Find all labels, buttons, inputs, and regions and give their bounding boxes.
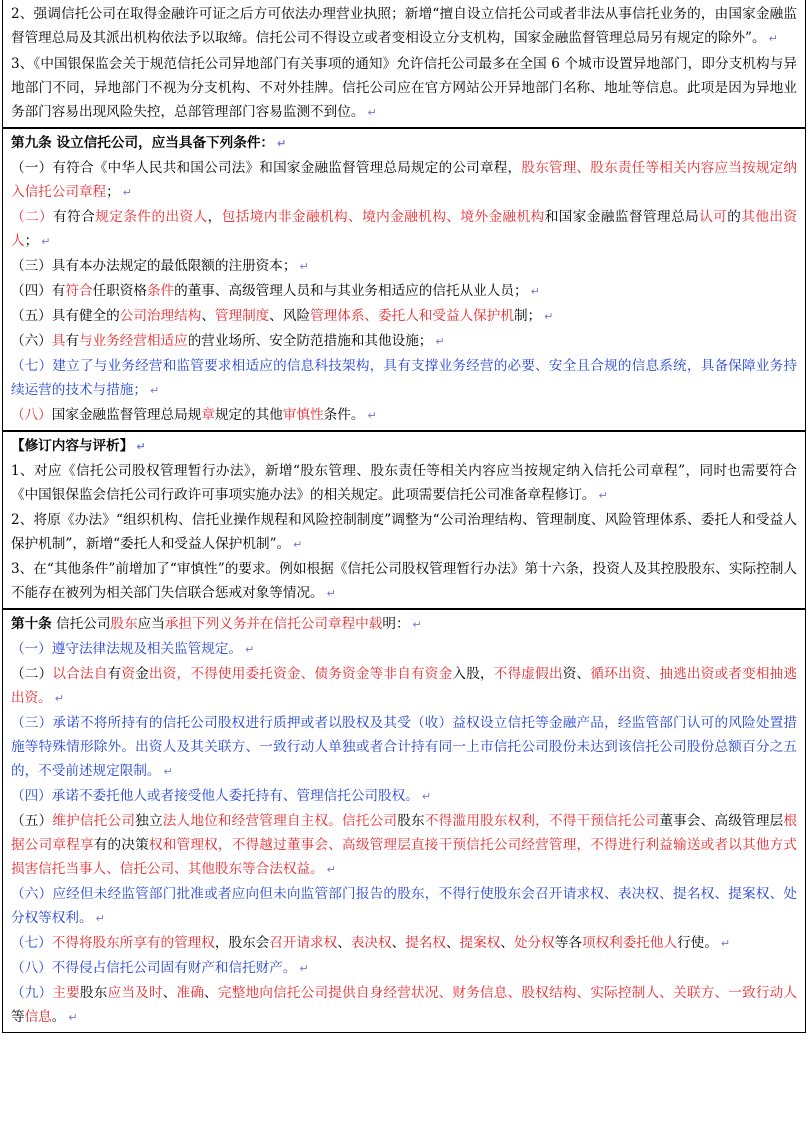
article-10-item-9 (11, 981, 797, 1030)
text-run: 认可 (699, 209, 728, 225)
return-mark-icon: ↵ (598, 489, 608, 502)
article-9-item-4 (11, 279, 797, 304)
text-run: 有的决策 (93, 837, 149, 853)
text-run: 提案权 (459, 935, 501, 951)
text-run: （五）具有健全的 (11, 308, 120, 324)
return-mark-icon: ↵ (122, 186, 132, 199)
text-run: 准确 (176, 985, 205, 1001)
text-run: 股东 (397, 813, 425, 829)
return-mark-icon: ↵ (54, 692, 64, 705)
text-run: （五） (11, 813, 53, 829)
text-run: 等各 (554, 935, 582, 951)
text-run: 信息 (24, 1009, 52, 1025)
text-run: 章 (201, 407, 215, 423)
text-run: 的营业场所、安全防范措施和其他设施； (187, 333, 433, 349)
article-9-item-7 (11, 354, 797, 403)
text-run: 、风险 (269, 308, 311, 324)
text-run: 其他出资人 (11, 209, 798, 249)
text-run: 权和管理权，不得越过董事会、高级管理层直接干预信托公司经营管理，不得进行利益输送或者以其他方式损害信托当事人、信托公司、其他股东等合法权益。 (11, 837, 798, 877)
text-run: 应当及时 (107, 985, 163, 1001)
article-10-heading-text (52, 616, 410, 632)
text-run: 和国家金融监督管理总局 (544, 209, 700, 225)
text-run: 信托公司 (51, 616, 111, 632)
text-run: （四）有 (11, 283, 66, 299)
section-top-box (2, 0, 806, 128)
text-run: 股东 (110, 616, 138, 632)
text-run: 根据公司章程享 (11, 813, 798, 853)
text-run: 规定条件的出资人 (95, 209, 208, 225)
text-run: （三）承诺不将所持有的信托公司股权进行质押或者以股权及其受（收）益权设立信托等金融产品，经监管部门认可的风险处置措施等特殊情形除外。出资人及其关联方、一致行动人单独或者合计持有同一上市信托公司股份未达到该信托公司股份总额百分之五的，不受前述规定限制。 (11, 715, 797, 779)
text-run: 项权利委托他人 (581, 935, 678, 951)
text-run: 等 (11, 1009, 25, 1025)
article-10-label: 第十条 (11, 616, 52, 632)
return-mark-icon: ↵ (68, 1011, 78, 1024)
text-run: 循环出资、抽逃出资或者变相抽逃出资。 (11, 666, 798, 706)
return-mark-icon: ↵ (768, 32, 778, 45)
text-run: 、 (500, 935, 514, 951)
text-run: 、 (162, 985, 177, 1001)
text-run: 审慎性 (282, 407, 324, 423)
text-run: 不得虚假出 (493, 666, 563, 682)
text-run: ， (207, 209, 222, 225)
review-box (2, 431, 806, 609)
text-run: 不得将股东所享有的管理权 (51, 935, 215, 951)
text-run: 明： (382, 616, 410, 632)
return-mark-icon: ↵ (421, 790, 432, 803)
text-run: （八）不得侵占信托公司固有财产和信托财产。 (11, 960, 297, 976)
return-mark-icon: ↵ (720, 937, 731, 950)
text-run: 不得滥用股东权利，不得干预信托公司 (424, 813, 660, 829)
text-run: （七） (11, 935, 52, 951)
text-run: 董事会、高级管理层 (659, 813, 784, 829)
text-run: 金 (135, 666, 149, 682)
return-mark-icon: ↵ (299, 962, 309, 975)
text-run: 召开请求权 (269, 935, 338, 951)
text-run: ； (24, 233, 39, 249)
text-run: 法人地位和经营管理自主权。信托公司 (162, 813, 398, 829)
text-run: （一）有符合《中华人民共和国公司法》和国家金融监督管理总局规定的公司章程， (11, 160, 522, 176)
text-run: 公司治理结构 (119, 308, 202, 324)
text-run: 有符合 (53, 209, 96, 225)
text-run: 任职资格 (92, 283, 147, 299)
text-run: （一）遵守法律法规及相关监管规定。 (11, 641, 243, 657)
text-run: 资、 (562, 666, 591, 682)
article-10-box (2, 609, 806, 1033)
review-para-1: 1、对应《信托公司股权管理暂行办法》，新增“股东管理、股东责任等相关内容应当按规定纳入信托公司章程”，同时也需要符合《中国银保监会信托公司行政许可事项实施办法》的相关规定。此项需要信托公司准备章程修订。 ↵ (11, 463, 797, 503)
text-run: 承担下列义务并在信托公司章程中载 (164, 616, 383, 632)
text-run: 主要 (52, 985, 80, 1001)
text-run: 以合法自 (52, 666, 108, 682)
text-run: （六） (11, 333, 52, 349)
article-9-item-6 (11, 329, 797, 354)
text-run: （九） (11, 985, 53, 1001)
text-run: 独立 (135, 813, 163, 829)
article-9-item-8 (11, 403, 797, 428)
article-10-item-6 (11, 882, 797, 931)
article-10-heading (11, 612, 797, 637)
text-run: （四）承诺不委托他人或者接受他人委托持有、管理信托公司股权。 (11, 788, 419, 804)
text-run: 、 (391, 935, 406, 951)
return-mark-icon: ↵ (530, 285, 540, 298)
return-mark-icon: ↵ (544, 310, 554, 323)
section-top-para-2: 2、强调信托公司在取得金融许可证之后方可依法办理营业执照；新增“擅自设立信托公司或者非法从事信托业务的，由国家金融监督管理总局及其派出机构依法予以取缔。信托公司不得设立或者变相设立分支机构，国家金融监督管理总局另有规定的除外”。 ↵ (11, 6, 797, 46)
article-9-item-1 (11, 156, 797, 205)
text-run: 条件 (146, 283, 175, 299)
article-10-item-7 (11, 931, 797, 956)
article-10-item-8 (11, 956, 797, 981)
article-9-item-3 (11, 254, 797, 279)
text-run: 股东 (79, 985, 108, 1001)
text-run: 的 (727, 209, 742, 225)
text-run: （六）应经但未经监管部门批准或者应向但未向监管部门报告的股东，不得行使股东会召开请求权、表决权、提名权、提案权、处分权等权利。 (11, 886, 797, 926)
article-9-box (2, 128, 806, 431)
text-run: （二） (11, 209, 54, 225)
text-run: 应当 (137, 616, 165, 632)
article-9-item-5 (11, 304, 797, 329)
article-9-item-2 (11, 205, 797, 254)
return-mark-icon: ↵ (367, 409, 377, 422)
text-run: （三）具有本办法规定的最低限额的注册资本； (11, 258, 297, 274)
text-run: 完整地向信托公司提供自身经营状况、财务信息、股权结构、实际控制人、关联方、一致行动人 (217, 985, 798, 1001)
return-mark-icon: ↵ (367, 106, 377, 119)
return-mark-icon: ↵ (435, 335, 445, 348)
text-run: 表决权 (350, 935, 392, 951)
article-10-item-1 (11, 637, 797, 662)
return-mark-icon: ↵ (326, 863, 336, 876)
text-run: 的董事、高级管理人员和与其业务相适应的信托从业人员； (174, 283, 528, 299)
article-9-heading: 第九条 设立信托公司，应当具备下列条件： ↵ (11, 135, 287, 151)
text-run: 规定的其他 (214, 407, 283, 423)
text-run: 条件。 (323, 407, 365, 423)
text-run: 提名权 (405, 935, 446, 951)
text-run: （二） (11, 666, 53, 682)
article-10-item-3 (11, 711, 797, 784)
text-run: 包括境内非金融机构、境内金融机构、境外金融机构 (221, 209, 545, 225)
review-heading: 【修订内容与评析】 ↵ (11, 438, 146, 454)
text-run: 管理制度 (214, 308, 270, 324)
text-run: 具 (51, 333, 66, 349)
text-run: 制； (513, 308, 542, 324)
review-para-2: 2、将原《办法》“组织机构、信托业操作规程和风险控制制度”调整为“公司治理结构、管理制度、风险管理体系、委托人和受益人保护机制”，新增“委托人和受益人保护机制”。 ↵ (11, 512, 797, 552)
text-run: 、 (204, 985, 218, 1001)
section-top-para-3: 3、《中国银保监会关于规范信托公司异地部门有关事项的通知》允许信托公司最多在全国 6 个城市设置异地部门，即分支机构与异地部门不同，异地部门不视为分支机构、不对外挂牌。信托公司应在官方网站公开异地部门名称、地址等信息。此项是因为异地业务部门容易出现风险失控，总部管理部门容易监测不到位。 ↵ (11, 56, 797, 120)
article-10-item-4 (11, 784, 797, 809)
text-run: 符合 (65, 283, 93, 299)
text-run: ，股东会 (214, 935, 270, 951)
return-mark-icon: ↵ (136, 440, 146, 453)
text-run: 。 (51, 1009, 66, 1025)
review-para-3: 3、在“其他条件”前增加了“审慎性”的要求。例如根据《信托公司股权管理暂行办法》第十六条，投资人及其控股股东、实际控制人不能存在被列为相关部门失信联合惩戒对象等情况。 ↵ (11, 561, 797, 601)
text-run: 入股， (452, 666, 494, 682)
return-mark-icon: ↵ (326, 587, 336, 600)
text-run: 出资，不得使用委托资金、债务资金等非自有资金 (148, 666, 453, 682)
return-mark-icon: ↵ (163, 765, 173, 778)
text-run: 有 (107, 666, 122, 682)
text-run: 资 (121, 666, 136, 682)
return-mark-icon: ↵ (245, 643, 255, 656)
text-run: 、 (337, 935, 351, 951)
return-mark-icon: ↵ (277, 137, 287, 150)
text-run: 有 (65, 333, 79, 349)
text-run: ； (106, 184, 120, 200)
return-mark-icon: ↵ (299, 260, 309, 273)
text-run: 处分权 (513, 935, 555, 951)
text-run: 股东管理、股东责任等相关内容应当按规定纳入信托公司章程 (11, 160, 798, 200)
article-10-item-5 (11, 809, 797, 882)
text-run: 、 (446, 935, 460, 951)
return-mark-icon: ↵ (41, 235, 51, 248)
return-mark-icon: ↵ (412, 618, 422, 631)
text-run: 、 (201, 308, 215, 324)
document-page (2, 0, 806, 1120)
text-run: 管理体系、委托人和受益人保护机 (310, 308, 514, 324)
return-mark-icon: ↵ (95, 912, 105, 925)
text-run: 与业务经营相适应 (78, 333, 188, 349)
return-mark-icon: ↵ (293, 538, 303, 551)
text-run: （七）建立了与业务经营和监管要求相适应的信息科技架构，具有支撑业务经营的必要、安全且合规的信息系统，具备保障业务持续运营的技术与措施； (11, 358, 797, 398)
return-mark-icon: ↵ (149, 384, 160, 397)
text-run: （八） (11, 407, 52, 423)
text-run: 国家金融监督管理总局规 (51, 407, 202, 423)
text-run: 行使。 (677, 935, 718, 951)
article-10-item-2 (11, 662, 797, 711)
text-run: 维护信托公司 (52, 813, 136, 829)
